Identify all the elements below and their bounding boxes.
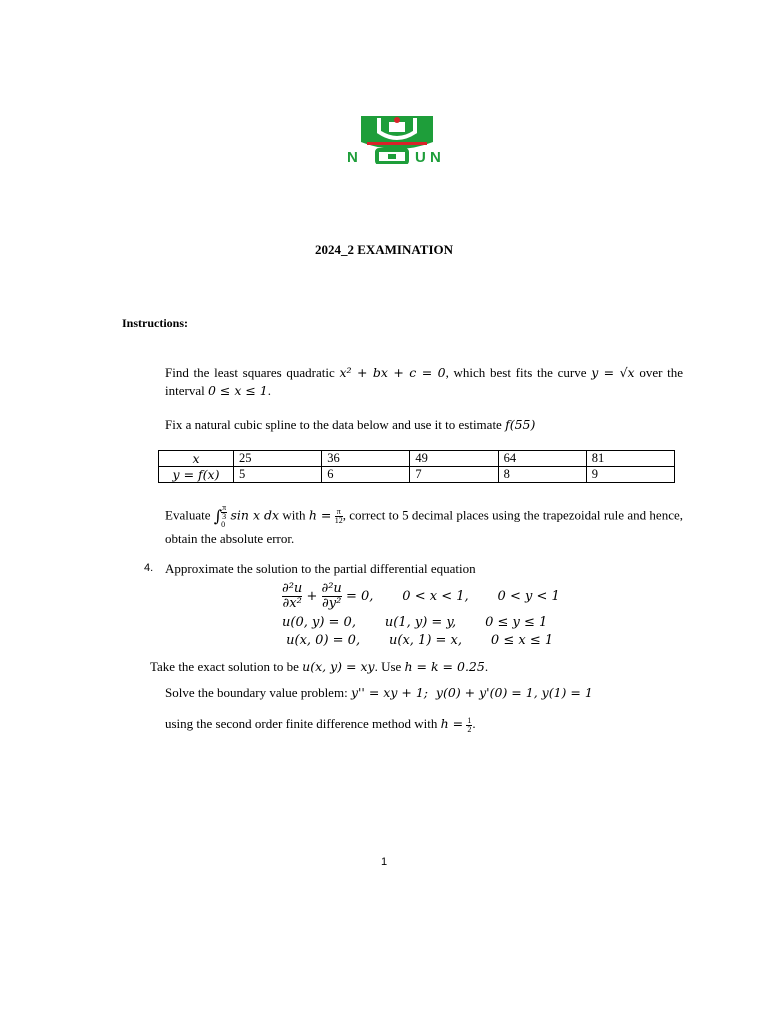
- spline-data-table: [158, 450, 675, 483]
- table-cell: 9: [586, 467, 674, 483]
- use-text: . Use: [374, 659, 405, 674]
- table-cell: 6: [322, 467, 410, 483]
- table-cell: 36: [322, 451, 410, 467]
- q3-text-a: Evaluate: [165, 507, 214, 523]
- pde-domain: = 0, 0 < x < 1, 0 < y < 1: [345, 589, 560, 604]
- noun-logo: [345, 112, 449, 164]
- upper-limit-den: 3: [222, 512, 227, 521]
- q5-text-b: using the second order finite difference method with: [165, 716, 441, 731]
- q2-estimate: f(55): [505, 417, 536, 432]
- q1-curve: y = √x: [591, 365, 635, 380]
- exact-text: Take the exact solution to be: [150, 659, 303, 674]
- svg-text:N: N: [347, 149, 358, 164]
- question-1: [165, 364, 683, 400]
- table-cell: 49: [410, 451, 498, 467]
- question-5-line-2: [165, 714, 683, 734]
- boundary-conditions-1: u(0, y) = 0, u(1, y) = y, 0 ≤ y ≤ 1: [282, 615, 548, 630]
- q5-bvp: y'' = xy + 1; y(0) + y'(0) = 1, y(1) = 1: [350, 685, 593, 700]
- table-cell: 5: [234, 467, 322, 483]
- q1-interval: 0 ≤ x ≤ 1: [207, 383, 268, 398]
- table-cell: 7: [410, 467, 498, 483]
- q2-text: Fix a natural cubic spline to the data below and use it to estimate: [165, 417, 506, 432]
- q5-h-expr: h =: [440, 716, 464, 731]
- boundary-conditions-2: u(x, 0) = 0, u(x, 1) = x, 0 ≤ x ≤ 1: [282, 633, 554, 648]
- svg-text:U N: U N: [415, 149, 441, 164]
- table-cell: 25: [234, 451, 322, 467]
- table-cell: 8: [498, 467, 586, 483]
- page-number: 1: [380, 856, 388, 868]
- q1-text-c: over the interval: [165, 365, 684, 398]
- question-4-text: Approximate the solution to the partial differential equation: [165, 561, 476, 576]
- pde-term-1: $\frac{\text{∂²u}}{\text{∂x²}}$: [282, 581, 303, 611]
- integral-limits: [221, 504, 227, 529]
- q1-quadratic: x² + bx + c = 0: [339, 365, 446, 380]
- pde-term-2: $\frac{\text{∂²u}}{\text{∂y²}}$: [321, 581, 342, 611]
- table-cell: 64: [498, 451, 586, 467]
- pde-equation: [282, 582, 560, 611]
- q3-text-c: , correct to 5 decimal places using the trapezoidal rule and hence, obtain the absolute error.: [165, 507, 683, 546]
- integrand: sin x dx: [230, 507, 280, 523]
- exact-math: u(x, y) = xy: [302, 659, 375, 674]
- h-num: π: [336, 507, 341, 516]
- question-3: [165, 504, 683, 549]
- table-row-x: [159, 451, 675, 467]
- q1-text-d: .: [267, 383, 272, 398]
- question-5-line-1: [165, 684, 683, 702]
- upper-limit-num: π: [222, 503, 227, 512]
- h-den: 12: [334, 516, 343, 525]
- instructions-label: Instructions:: [122, 316, 189, 330]
- q3-text-b: with: [279, 507, 309, 523]
- pde-plus: +: [306, 589, 318, 604]
- question-2: [165, 416, 683, 434]
- h-expr: h =: [308, 507, 332, 523]
- exam-title: 2024_2 EXAMINATION: [314, 242, 454, 257]
- q1-text-b: , which best fits the curve: [445, 365, 592, 380]
- period: .: [472, 716, 476, 731]
- table-row-y: [159, 467, 675, 483]
- q5-h-num: 1: [467, 715, 472, 725]
- question-4-number: 4.: [144, 562, 154, 574]
- q5-h-den: 2: [467, 724, 472, 734]
- exact-solution-line: [150, 658, 488, 676]
- h-fraction: [335, 508, 343, 525]
- use-math: h = k = 0.25: [404, 659, 485, 674]
- table-header-x: x: [159, 451, 234, 467]
- period: .: [484, 659, 489, 674]
- integral-sign: ∫: [213, 506, 223, 526]
- q1-text-a: Find the least squares quadratic: [165, 365, 340, 380]
- q5-text-a: Solve the boundary value problem:: [165, 685, 351, 700]
- table-cell: 81: [586, 451, 674, 467]
- table-header-y: y = f(x): [159, 467, 234, 483]
- lower-limit: 0: [221, 520, 226, 529]
